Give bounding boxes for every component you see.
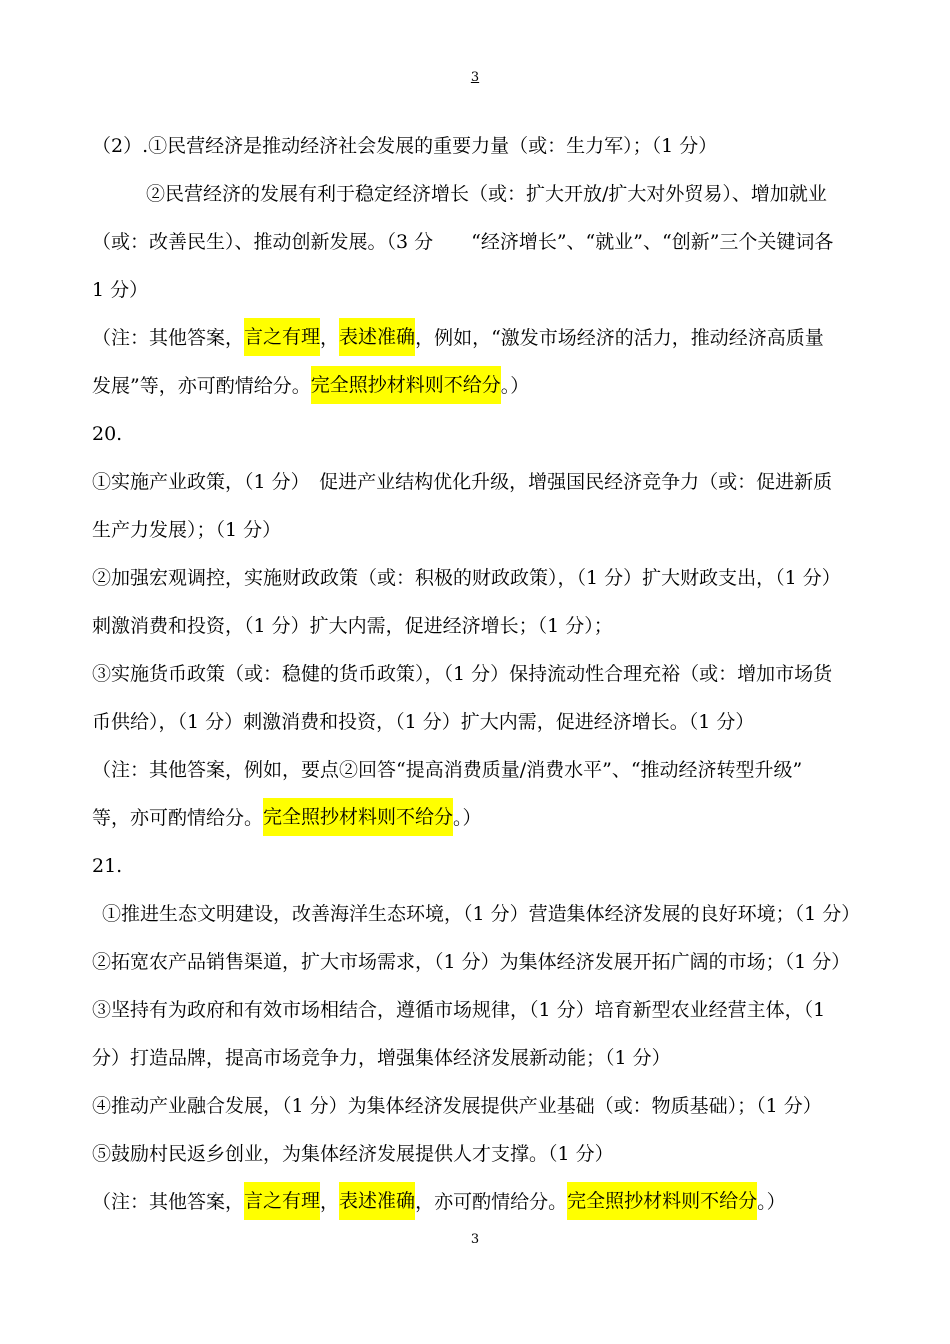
q19-note-line1	[92, 314, 852, 362]
note-text: ，例如，“激发市场经济的活力，推动经济高质量	[415, 327, 824, 349]
highlight-reasonable: 言之有理	[244, 318, 320, 356]
q21-line2: ②拓宽农产品销售渠道，扩大市场需求，（1 分）为集体经济发展开拓广阔的市场；（1 分）	[92, 951, 851, 973]
q20-line6: 币供给），（1 分）刺激消费和投资，（1 分）扩大内需，促进经济增长。（1 分）	[92, 711, 755, 733]
note-text: ，亦可酌情给分。	[415, 1191, 568, 1213]
q21-line4: 分）打造品牌，提高市场竞争力，增强集体经济发展新动能；（1 分）	[92, 1047, 671, 1069]
note-text: 。）	[757, 1191, 786, 1213]
q21-number: 21.	[92, 855, 123, 877]
note-text: （注：其他答案，	[92, 327, 245, 349]
note-text: 等，亦可酌情给分。	[92, 807, 264, 829]
highlight-accurate: 表述准确	[339, 1182, 415, 1220]
footer-page-number: 3	[470, 1232, 480, 1247]
highlight-no-copy: 完全照抄材料则不给分	[567, 1182, 757, 1220]
q19-part2-line3: （或：改善民生）、推动创新发展。（3 分 “经济增长”、“就业”、“创新”三个关键词各	[92, 231, 834, 253]
q21-note-line	[92, 1178, 852, 1226]
highlight-reasonable: 言之有理	[244, 1182, 320, 1220]
highlight-no-copy: 完全照抄材料则不给分	[263, 798, 453, 836]
note-text: ，	[320, 1191, 340, 1213]
q19-part2-line2: ②民营经济的发展有利于稳定经济增长（或：扩大开放/扩大对外贸易）、增加就业	[146, 183, 827, 205]
q19-note-line2	[92, 362, 852, 410]
note-text: ，	[320, 327, 340, 349]
note-text: 。）	[453, 807, 482, 829]
q20-number: 20.	[92, 423, 123, 445]
q20-line2: 生产力发展）；（1 分）	[92, 519, 282, 541]
q20-line1: ①实施产业政策，（1 分） 促进产业结构优化升级，增强国民经济竞争力（或：促进新质	[92, 471, 833, 493]
q19-part2-line1: （2）.①民营经济是推动经济社会发展的重要力量（或：生力军）；（1 分）	[92, 135, 718, 157]
q21-line6: ⑤鼓励村民返乡创业，为集体经济发展提供人才支撑。（1 分）	[92, 1143, 614, 1165]
q20-line4: 刺激消费和投资，（1 分）扩大内需，促进经济增长；（1 分）；	[92, 615, 613, 637]
q20-line5: ③实施货币政策（或：稳健的货币政策），（1 分）保持流动性合理充裕（或：增加市场货	[92, 663, 833, 685]
q20-note-line1: （注：其他答案，例如，要点②回答“提高消费质量/消费水平”、“推动经济转型升级”	[92, 759, 803, 781]
note-text: 。）	[500, 375, 530, 397]
note-text: （注：其他答案，	[92, 1191, 245, 1213]
q21-line5: ④推动产业融合发展，（1 分）为集体经济发展提供产业基础（或：物质基础）；（1 分）	[92, 1095, 822, 1117]
header-page-number: 3	[470, 70, 480, 85]
q21-line1: ①推进生态文明建设，改善海洋生态环境，（1 分）营造集体经济发展的良好环境；（1 分）	[102, 903, 861, 925]
q20-line3: ②加强宏观调控，实施财政政策（或：积极的财政政策），（1 分）扩大财政支出，（1 分）	[92, 567, 841, 589]
q19-part2-line4: 1 分）	[92, 279, 149, 301]
highlight-no-copy: 完全照抄材料则不给分	[311, 366, 501, 404]
note-text: 发展”等，亦可酌情给分。	[92, 375, 311, 397]
q20-note-line2	[92, 794, 852, 842]
highlight-accurate: 表述准确	[339, 318, 415, 356]
q21-line3: ③坚持有为政府和有效市场相结合，遵循市场规律，（1 分）培育新型农业经营主体，（1	[92, 999, 826, 1021]
